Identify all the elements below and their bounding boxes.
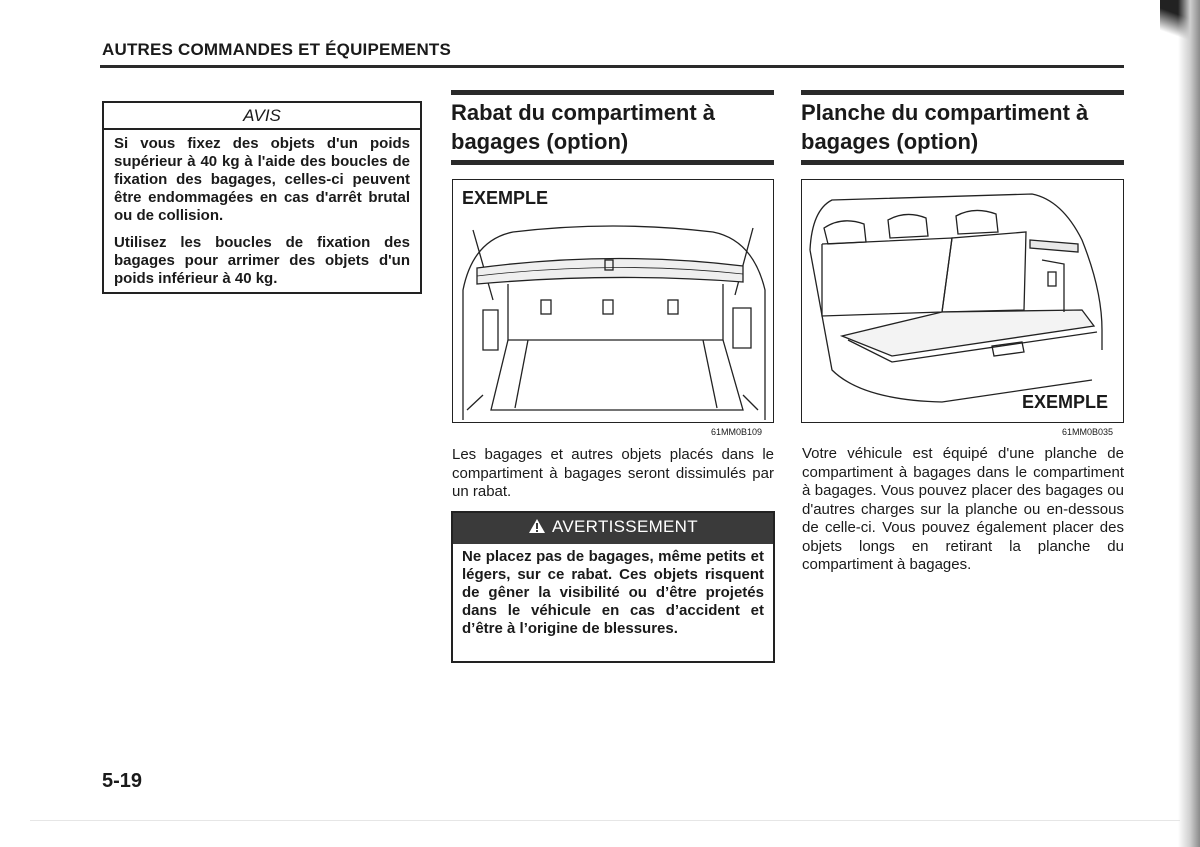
avis-paragraph: Si vous fixez des objets d'un poids supérieur à 40 kg à l'aide des boucles de fixation des bagages, celles-ci peuvent être endommagées en cas d'arrêt brutal ou de collision. [114,135,410,224]
page-edge-shadow [1178,0,1200,847]
cover-figure [452,179,774,423]
trunk-board-illustration [802,180,1122,421]
section-cover-heading [451,90,774,165]
avis-notice-box [102,101,422,294]
board-figure-code: 61MM0B035 [1062,427,1114,437]
section-cover-title: Rabat du compartiment à bagages (option) [451,100,716,154]
section-rule [451,160,774,165]
board-figure [801,179,1124,423]
page-header-title: AUTRES COMMANDES ET ÉQUIPEMENTS [102,40,452,59]
warning-box [451,511,775,663]
avis-title: AVIS [104,103,420,130]
cover-figure-label: EXEMPLE [462,188,549,208]
page-number: 5-19 [102,770,143,792]
section-board-heading [801,90,1124,165]
warning-body: Ne placez pas de bagages, même petits et légers, sur ce rabat. Ces objets risquent de gêner la visibilité ou d’être projetés dans le véhicule en cas d’accident et d’être à l’origine de blessures. [462,548,764,637]
board-figure-label: EXEMPLE [1022,392,1109,412]
page-bottom-line [30,820,1180,821]
warning-triangle-icon [528,518,546,539]
board-body-text: Votre véhicule est équipé d'une planche de compartiment à bagages dans le compartiment à bagages. Vous pouvez placer des bagages ou d'autres charges sur la planche ou en-dessous de celle-ci. Vous pouvez également placer des objets longs en retirant la planche du compartiment à bagages. [802,445,1124,573]
header-rule [100,65,1124,68]
cargo-cover-illustration [453,180,772,421]
avis-paragraph: Utilisez les boucles de fixation des bagages pour arrimer des objets d'un poids inférieur à 40 kg. [114,234,410,287]
section-rule [801,160,1124,165]
cover-body-text: Les bagages et autres objets placés dans le compartiment à bagages seront dissimulés par un rabat. [452,446,774,500]
warning-header [453,513,773,544]
cover-figure-code: 61MM0B109 [711,427,763,437]
avis-body [104,130,420,288]
warning-title: AVERTISSEMENT [552,517,698,536]
section-board-title: Planche du compartiment à bagages (option) [801,100,1089,154]
